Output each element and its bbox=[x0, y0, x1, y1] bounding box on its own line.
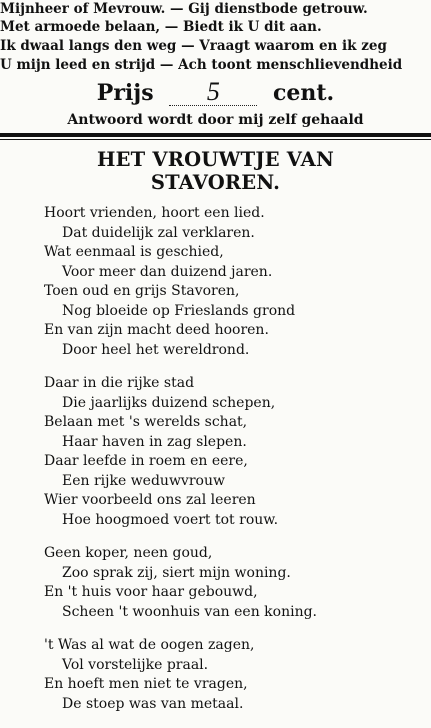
verse-line: 't Was al wat de oogen zagen, bbox=[44, 637, 255, 653]
verse-line: Die jaarlijks duizend schepen, bbox=[62, 394, 276, 411]
verse-line: Wier voorbeeld ons zal leeren bbox=[44, 492, 256, 508]
stanza-3 bbox=[44, 544, 424, 622]
verse-line: Hoe hoogmoed voert tot rouw. bbox=[62, 511, 279, 528]
song-title-line-2: STAVOREN. bbox=[150, 171, 281, 194]
verse-line: Een rijke weduwvrouw bbox=[62, 472, 225, 489]
appeal-line-2: Met armoede belaan, — Biedt ik U dit aan. bbox=[0, 19, 322, 35]
verse-line: Daar leefde in roem en eere, bbox=[44, 453, 248, 469]
stanza-1 bbox=[44, 204, 424, 360]
verse-line: Scheen 't woonhuis van een koning. bbox=[62, 603, 318, 620]
verse-line: Geen koper, neen goud, bbox=[44, 545, 213, 561]
verse-line: Belaan met 's werelds schat, bbox=[44, 414, 248, 430]
appeal-line-3: Ik dwaal langs den weg — Vraagt waarom en ik zeg bbox=[0, 38, 387, 54]
appeal-line-4: U mijn leed en strijd — Ach toont menschlievendheid bbox=[0, 57, 403, 73]
divider-thick bbox=[0, 133, 431, 137]
verse-line: Vol vorstelijke praal. bbox=[62, 656, 209, 673]
verse-line: De stoep was van metaal. bbox=[62, 695, 244, 712]
verse-line: Nog bloeide op Frieslands grond bbox=[62, 302, 296, 319]
song-lyrics bbox=[44, 204, 424, 728]
verse-line: Door heel het wereldrond. bbox=[62, 341, 250, 358]
verse-line: Hoort vrienden, hoort een lied. bbox=[44, 205, 265, 221]
stanza-4 bbox=[44, 636, 424, 714]
verse-line: Daar in die rijke stad bbox=[44, 375, 195, 391]
verse-line: Toen oud en grijs Stavoren, bbox=[44, 283, 240, 299]
verse-line: Wat eenmaal is geschied, bbox=[44, 244, 224, 260]
verse-line: En 't huis voor haar gebouwd, bbox=[44, 584, 258, 600]
verse-line: En hoeft men niet te vragen, bbox=[44, 676, 248, 692]
verse-line: En van zijn macht deed hooren. bbox=[44, 322, 269, 338]
price-value: 5 bbox=[169, 79, 257, 106]
appeal-line-1: Mijnheer of Mevrouw. — Gij dienstbode getrouw. bbox=[0, 1, 368, 17]
song-title bbox=[0, 148, 431, 194]
divider-thin bbox=[0, 139, 431, 140]
price-label: Prijs bbox=[96, 80, 154, 106]
price-unit: cent. bbox=[272, 80, 335, 106]
song-title-line-1: HET VROUWTJE VAN bbox=[97, 148, 334, 171]
verse-line: Zoo sprak zij, siert mijn woning. bbox=[62, 564, 291, 581]
stanza-2 bbox=[44, 374, 424, 530]
verse-line: Dat duidelijk zal verklaren. bbox=[62, 224, 255, 241]
price-row bbox=[0, 78, 431, 108]
verse-line: Voor meer dan duizend jaren. bbox=[62, 263, 273, 280]
answer-note: Antwoord wordt door mij zelf gehaald bbox=[67, 112, 364, 128]
verse-line: Haar haven in zag slepen. bbox=[62, 433, 247, 450]
